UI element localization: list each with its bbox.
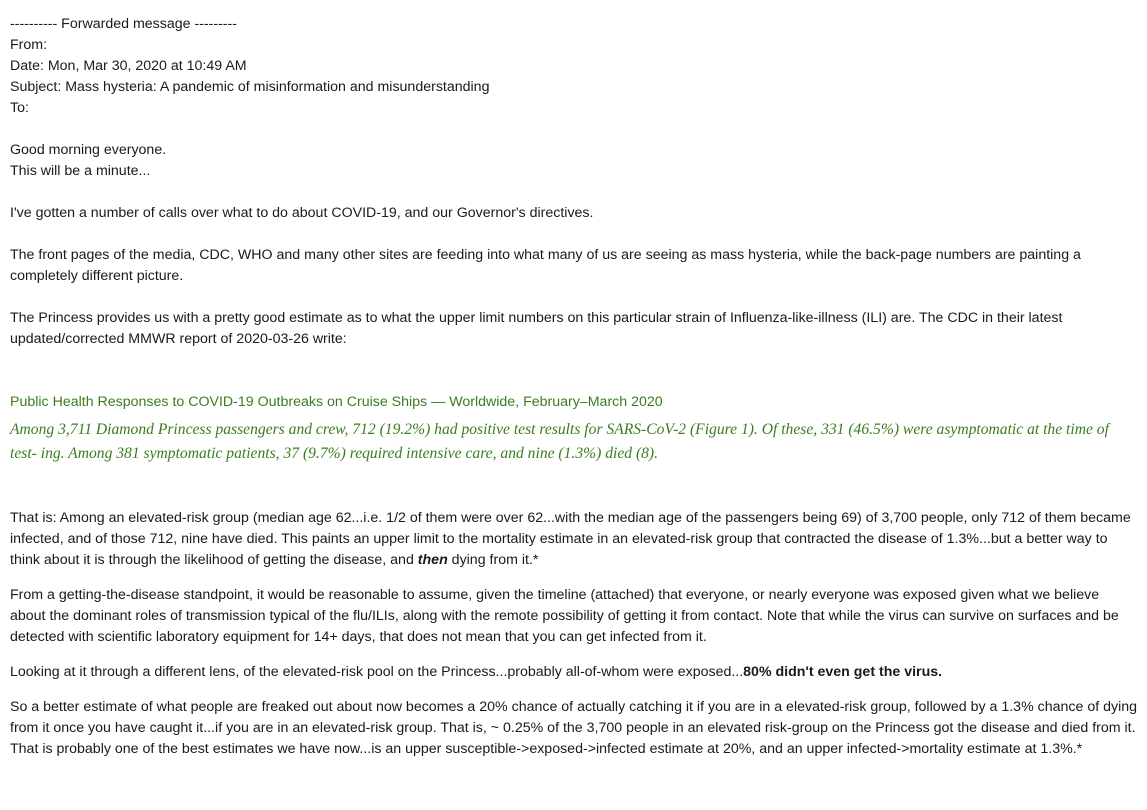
quote-title: Public Health Responses to COVID-19 Outbreaks on Cruise Ships — Worldwide, February–March 2020 <box>10 394 663 410</box>
spacer <box>10 119 1138 140</box>
paragraph-front-pages: The front pages of the media, CDC, WHO and many other sites are feeding into what many of us are seeing as mass hysteria, while the back-page numbers are painting a completely different picture. <box>10 247 1081 284</box>
subject-line: Subject: Mass hysteria: A pandemic of misinformation and misunderstanding <box>10 79 490 95</box>
paragraph-standpoint: From a getting-the-disease standpoint, it would be reasonable to assume, given the timeline (attached) that everyone, or nearly everyone was exposed given what we believe about the dominant roles of transmission typical of the flu/ILIs, along with the remote possibility of getting it from contact. Note that while the virus can survive on surfaces and be detected with scientific laboratory equipment for 14+ days, that does not mean that you can get infected from it. <box>10 587 1119 645</box>
greeting: Good morning everyone. <box>10 142 167 158</box>
emphasis-then: then <box>417 552 448 568</box>
from-line: From: <box>10 37 48 53</box>
spacer <box>10 683 1138 697</box>
paragraph-calls: I've gotten a number of calls over what to do about COVID-19, and our Governor's directives. <box>10 205 594 221</box>
date-line: Date: Mon, Mar 30, 2020 at 10:49 AM <box>10 58 247 74</box>
paragraph-princess: The Princess provides us with a pretty good estimate as to what the upper limit numbers on this particular strain of Influenza-like-illness (ILI) are. The CDC in their latest updated/corrected MMWR report of 2020-03-26 write: <box>10 310 1063 347</box>
paragraph-that-is-end: dying from it.* <box>447 552 539 568</box>
bold-80-percent: 80% didn't even get the virus. <box>743 664 943 680</box>
to-line: To: <box>10 100 29 116</box>
forwarded-divider: ---------- Forwarded message --------- <box>10 16 237 32</box>
spacer <box>10 350 1138 392</box>
paragraph-that-is-text: That is: Among an elevated-risk group (median age 62...i.e. 1/2 of them were over 62...with the median age of the passengers being 69) of 3,700 people, only 712 of them became infected, and of those 712, nine have died. This paints an upper limit to the mortality estimate in an elevated-risk group that contracted the disease of 1.3%...but a better way to think about it is through the likelihood of getting the disease, and <box>10 510 1131 568</box>
spacer <box>10 571 1138 585</box>
greeting-note: This will be a minute... <box>10 163 151 179</box>
email-message <box>10 14 1138 760</box>
paragraph-that-is <box>10 508 1138 571</box>
quote-text: Among 3,711 Diamond Princess passengers and crew, 712 (19.2%) had positive test results for SARS-CoV-2 (Figure 1). Of these, 331 (46.5%) were asymptomatic at the time of test- ing. Among 381 symptomatic patients, 37 (9.7%) required intensive care, and nine (1.3%) died (8). <box>10 421 1109 462</box>
paragraph-lens <box>10 662 1138 683</box>
spacer <box>10 287 1138 308</box>
forwarded-header <box>10 14 1138 119</box>
spacer <box>10 648 1138 662</box>
paragraph-lens-text: Looking at it through a different lens, of the elevated-risk pool on the Princess...probably all-of-whom were exposed... <box>10 664 744 680</box>
spacer <box>10 182 1138 203</box>
paragraph-better-estimate: So a better estimate of what people are freaked out about now becomes a 20% chance of actually catching it if you are in a elevated-risk group, followed by a 1.3% chance of dying from it once you have caught it...if you are in an elevated-risk group. That is, ~ 0.25% of the 3,700 people in an elevated risk-group on the Princess got the disease and died from it. That is probably one of the best estimates we have now...is an upper susceptible->exposed->infected estimate at 20%, and an upper infected->mortality estimate at 1.3%.* <box>10 699 1138 757</box>
spacer <box>10 224 1138 245</box>
spacer <box>10 466 1138 508</box>
